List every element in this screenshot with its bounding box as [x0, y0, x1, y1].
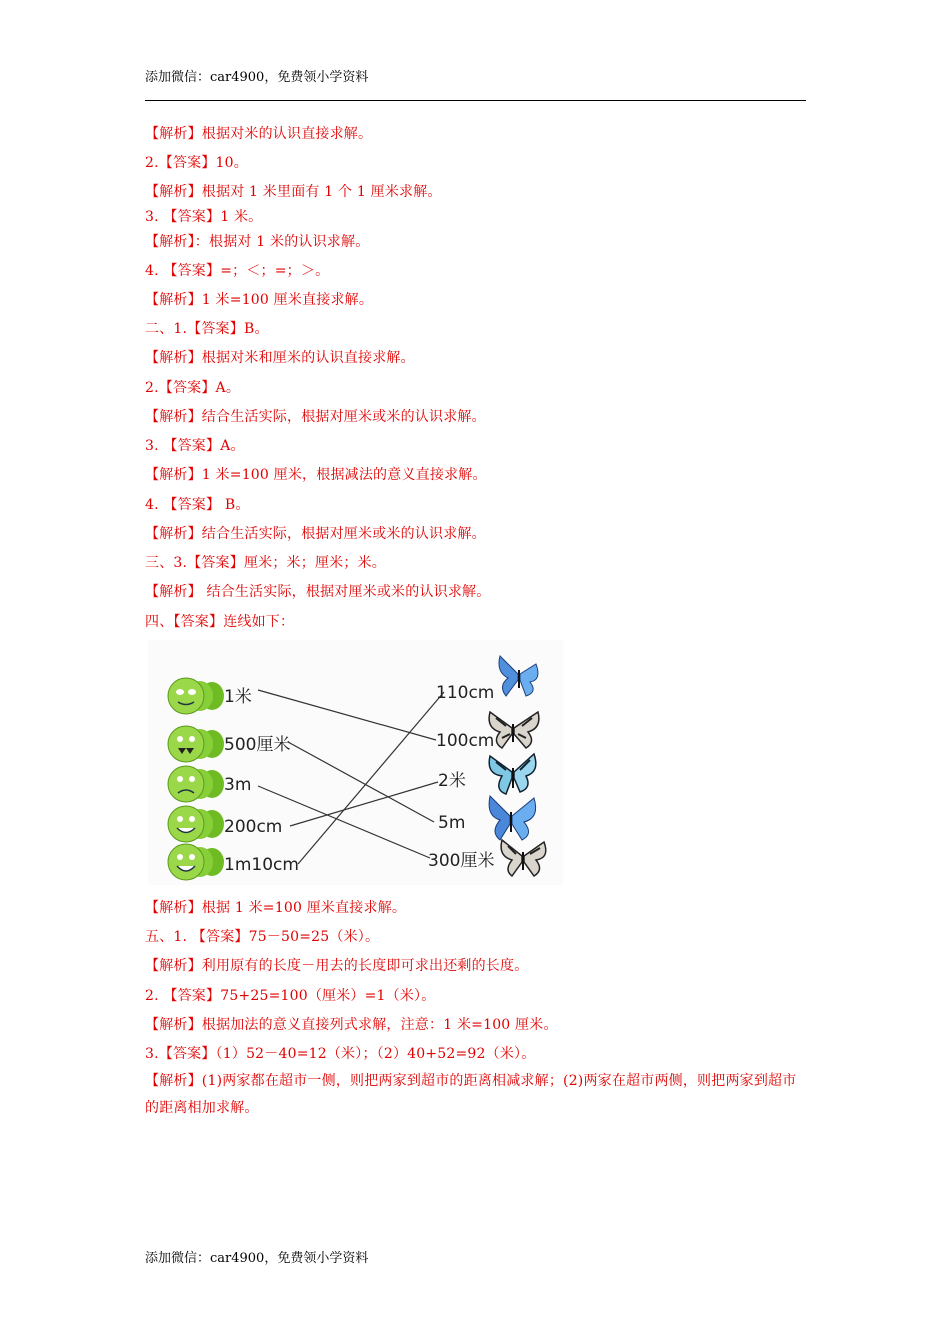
left-label: 500厘米: [224, 735, 291, 755]
analysis-line: 【解析】1 米=100 厘米，根据减法的意义直接求解。: [145, 467, 487, 483]
matching-figure: [148, 640, 563, 885]
answer-line: 3. 【答案】1 米。: [145, 209, 263, 225]
left-label: 3m: [224, 775, 252, 795]
right-label: 2米: [438, 771, 466, 791]
analysis-line: 【解析】根据对米和厘米的认识直接求解。: [145, 350, 415, 366]
caterpillar-icon: [168, 766, 224, 802]
analysis-line: 【解析】结合生活实际，根据对厘米或米的认识求解。: [145, 526, 486, 542]
analysis-line: 【解析】1 米=100 厘米直接求解。: [145, 292, 374, 308]
right-label: 100cm: [436, 731, 495, 751]
header-rule: [145, 100, 806, 101]
right-label: 5m: [438, 813, 466, 833]
analysis-line: 【解析】 结合生活实际，根据对厘米或米的认识求解。: [145, 584, 491, 600]
left-label: 200cm: [224, 817, 283, 837]
answer-line: 2. 【答案】75+25=100（厘米）=1（米）。: [145, 988, 436, 1004]
analysis-line: 【解析】结合生活实际，根据对厘米或米的认识求解。: [145, 409, 486, 425]
answer-line: 4. 【答案】=；＜；=；＞。: [145, 263, 330, 279]
answer-line: 2.【答案】10。: [145, 155, 248, 171]
analysis-line: 【解析】根据加法的意义直接列式求解，注意：1 米=100 厘米。: [145, 1017, 558, 1033]
answer-line: 三、3.【答案】厘米；米；厘米；米。: [145, 555, 386, 571]
answer-line: 二、1.【答案】B。: [145, 321, 269, 337]
analysis-line: 【解析】根据对 1 米里面有 1 个 1 厘米求解。: [145, 184, 442, 200]
answer-line: 4. 【答案】 B。: [145, 497, 250, 513]
caterpillar-icon: [168, 806, 224, 842]
caterpillar-icon: [168, 726, 224, 762]
right-label: 300厘米: [428, 851, 495, 871]
matching-diagram: [148, 640, 563, 885]
answer-line: 2.【答案】A。: [145, 380, 241, 396]
analysis-line: 【解析】：根据对 1 米的认识求解。: [145, 234, 370, 250]
left-label: 1米: [224, 687, 252, 707]
right-label: 110cm: [436, 683, 495, 703]
analysis-line: 【解析】利用原有的长度－用去的长度即可求出还剩的长度。: [145, 958, 529, 974]
answer-line: 四、【答案】连线如下：: [145, 614, 295, 630]
page-header: 添加微信：car4900，免费领小学资料: [145, 70, 369, 85]
caterpillar-icon: [168, 678, 224, 714]
answer-line: 五、1. 【答案】75－50=25（米）。: [145, 929, 380, 945]
analysis-line: 【解析】根据 1 米=100 厘米直接求解。: [145, 900, 407, 916]
analysis-line: 【解析】根据对米的认识直接求解。: [145, 126, 373, 142]
page-footer: 添加微信：car4900，免费领小学资料: [145, 1251, 369, 1266]
left-label: 1m10cm: [224, 855, 299, 875]
caterpillar-icon: [168, 844, 224, 880]
final-analysis-paragraph: 【解析】(1)两家都在超市一侧，则把两家到超市的距离相减求解；(2)两家在超市两侧，则把两家到超市的距离相加求解。: [145, 1073, 797, 1116]
answer-line: 3. 【答案】A。: [145, 438, 245, 454]
answer-line: 3.【答案】（1）52－40=12（米）；（2）40+52=92（米）。: [145, 1046, 536, 1062]
